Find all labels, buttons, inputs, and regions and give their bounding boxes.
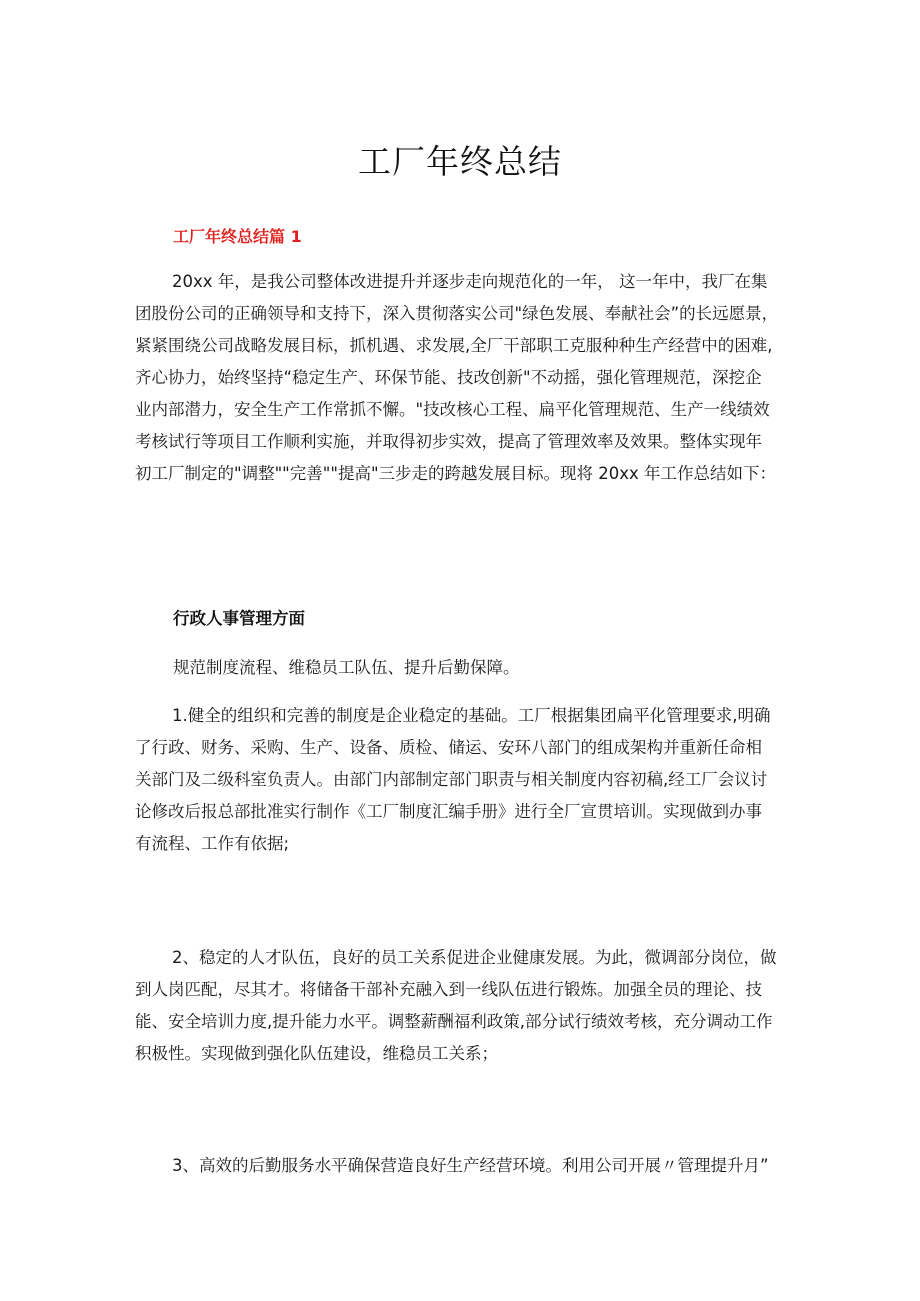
- paragraph-line: 有流程、工作有依据;: [135, 834, 290, 853]
- paragraph-line: 团股份公司的正确领导和支持下，深入贯彻落实公司"绿色发展、奉献社会”的长远愿景，: [135, 304, 779, 323]
- paragraph-line: 紧紧围绕公司战略发展目标，抓机遇、求发展,全厂干部职工克服种种生产经营中的困难,: [135, 336, 773, 355]
- sub-heading-admin-hr: 行政人事管理方面: [173, 609, 305, 628]
- paragraph-2: [135, 942, 795, 1070]
- paragraph-line: 初工厂制定的"调整""完善""提高"三步走的跨越发展目标。现将 20xx 年工作总结如下：: [135, 464, 777, 483]
- page-title: 工厂年终总结: [358, 142, 562, 181]
- paragraph-line: 关部门及二级科室负责人。由部门内部制定部门职责与相关制度内容初稿,经工厂会议讨: [135, 770, 768, 789]
- paragraph-line: 1.健全的组织和完善的制度是企业稳定的基础。工厂根据集团扁平化管理要求,明确: [172, 706, 771, 725]
- paragraph-line: 2、稳定的人才队伍，良好的员工关系促进企业健康发展。为此，微调部分岗位，做: [172, 948, 777, 967]
- section-heading: 工厂年终总结篇 1: [173, 227, 302, 246]
- paragraph-line: 到人岗匹配，尽其才。将储备干部补充融入到一线队伍进行锻炼。加强全员的理论、技: [135, 980, 762, 999]
- paragraph-line: 能、安全培训力度,提升能力水平。调整薪酬福利政策,部分试行绩效考核，充分调动工作: [135, 1012, 773, 1031]
- paragraph-line: 积极性。实现做到强化队伍建设，维稳员工关系；: [135, 1044, 498, 1063]
- paragraph-line: 齐心协力，始终坚持“稳定生产、环保节能、技改创新"不动摇，强化管理规范，深挖企: [135, 368, 762, 387]
- paragraph-3: [135, 1150, 795, 1182]
- summary-line: 规范制度流程、维稳员工队伍、提升后勤保障。: [173, 658, 520, 677]
- paragraph-line: 论修改后报总部批准实行制作《工厂制度汇编手册》进行全厂宣贯培训。实现做到办事: [135, 802, 762, 821]
- paragraph-line: 了行政、财务、采购、生产、设备、质检、储运、安环八部门的组成架构并重新任命相: [135, 738, 762, 757]
- paragraph-line: 考核试行等项目工作顺利实施，并取得初步实效，提高了管理效率及效果。整体实现年: [135, 432, 762, 451]
- paragraph-line: 20xx 年，是我公司整体改进提升并逐步走向规范化的一年， 这一年中，我厂在集: [172, 272, 768, 291]
- paragraph-line: 3、高效的后勤服务水平确保营造良好生产经营环境。利用公司开展〃管理提升月”: [172, 1156, 769, 1175]
- paragraph-line: 业内部潜力，安全生产工作常抓不懈。"技改核心工程、扁平化管理规范、生产一线绩效: [135, 400, 770, 419]
- intro-paragraph: [135, 266, 795, 490]
- paragraph-1: [135, 700, 795, 860]
